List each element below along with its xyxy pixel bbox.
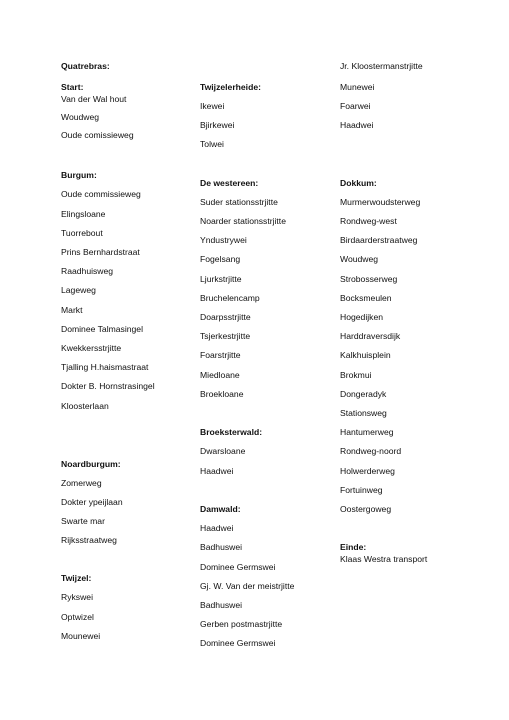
list-item: Munewei <box>340 82 375 92</box>
list-item: Markt <box>61 305 83 315</box>
list-item: Murmerwoudsterweg <box>340 197 421 207</box>
list-item: Tsjerkestrjitte <box>200 331 251 341</box>
list-item: Oude commissieweg <box>61 189 141 199</box>
list-item: Raadhuisweg <box>61 266 114 276</box>
list-item: Suder stationsstrjitte <box>200 197 278 207</box>
list-item: Ikewei <box>200 101 225 111</box>
section-heading-twijzel: Twijzel: <box>61 573 92 583</box>
list-item: Dominee Talmasingel <box>61 324 144 334</box>
list-item: Woudweg <box>61 112 100 122</box>
list-item: Lageweg <box>61 285 96 295</box>
section-heading-westereen: De westereen: <box>200 178 259 188</box>
list-item: Van der Wal hout <box>61 94 127 104</box>
list-item: Fortuinweg <box>340 485 383 495</box>
list-item: Noarder stationsstrjitte <box>200 216 286 226</box>
list-item: Badhuswei <box>200 600 243 610</box>
list-item: Rykswei <box>61 592 93 602</box>
list-item: Jr. Kloostermanstrjitte <box>340 61 423 71</box>
list-item: Dokter B. Hornstrasingel <box>61 381 155 391</box>
list-item: Dokter ypeijlaan <box>61 497 123 507</box>
list-item: Hogedijken <box>340 312 383 322</box>
list-item: Holwerderweg <box>340 466 395 476</box>
list-item: Dominee Germswei <box>200 562 276 572</box>
list-item: Dongeradyk <box>340 389 387 399</box>
section-heading-noardburgum: Noardburgum: <box>61 459 121 469</box>
section-heading-start: Start: <box>61 82 84 92</box>
list-item: Hantumerweg <box>340 427 394 437</box>
list-item: Optwizel <box>61 612 94 622</box>
list-item: Broekloane <box>200 389 244 399</box>
list-item: Dominee Germswei <box>200 638 276 648</box>
section-heading-broeksterwald: Broeksterwald: <box>200 427 263 437</box>
list-item: Bjirkewei <box>200 120 235 130</box>
list-item: Kalkhuisplein <box>340 350 391 360</box>
section-heading-burgum: Burgum: <box>61 170 97 180</box>
list-item: Bruchelencamp <box>200 293 260 303</box>
list-item: Ljurkstrjitte <box>200 274 242 284</box>
section-heading-dokkum: Dokkum: <box>340 178 377 188</box>
list-item: Haadwei <box>340 120 374 130</box>
list-item: Oostergoweg <box>340 504 392 514</box>
list-item: Gj. W. Van der meistrjitte <box>200 581 295 591</box>
list-item: Kloosterlaan <box>61 401 109 411</box>
section-heading-einde: Einde: <box>340 542 367 552</box>
list-item: Zomerweg <box>61 478 102 488</box>
list-item: Elingsloane <box>61 209 106 219</box>
section-heading-damwald: Damwald: <box>200 504 241 514</box>
list-item: Haadwei <box>200 466 234 476</box>
list-item: Harddraversdijk <box>340 331 401 341</box>
list-item: Tuorrebout <box>61 228 103 238</box>
list-item: Haadwei <box>200 523 234 533</box>
list-item: Tjalling H.haismastraat <box>61 362 149 372</box>
list-item: Tolwei <box>200 139 224 149</box>
list-item: Klaas Westra transport <box>340 554 428 564</box>
list-item: Foarwei <box>340 101 371 111</box>
list-item: Woudweg <box>340 254 379 264</box>
list-item: Strobosserweg <box>340 274 398 284</box>
list-item: Foarstrjitte <box>200 350 241 360</box>
list-item: Fogelsang <box>200 254 241 264</box>
list-item: Mounewei <box>61 631 101 641</box>
list-item: Rondweg-noord <box>340 446 402 456</box>
list-item: Yndustrywei <box>200 235 247 245</box>
section-heading-twijzelerheide: Twijzelerheide: <box>200 82 261 92</box>
list-item: Dwarsloane <box>200 446 246 456</box>
list-item: Prins Bernhardstraat <box>61 247 140 257</box>
list-item: Stationsweg <box>340 408 387 418</box>
list-item: Gerben postmastrjitte <box>200 619 283 629</box>
list-item: Swarte mar <box>61 516 105 526</box>
list-item: Birdaarderstraatweg <box>340 235 418 245</box>
document-title: Quatrebras: <box>61 61 110 71</box>
list-item: Brokmui <box>340 370 372 380</box>
list-item: Oude comissieweg <box>61 130 134 140</box>
list-item: Badhuswei <box>200 542 243 552</box>
list-item: Bocksmeulen <box>340 293 392 303</box>
list-item: Kwekkersstrjitte <box>61 343 122 353</box>
list-item: Doarpsstrjitte <box>200 312 251 322</box>
list-item: Rijksstraatweg <box>61 535 117 545</box>
list-item: Rondweg-west <box>340 216 397 226</box>
list-item: Miedloane <box>200 370 240 380</box>
